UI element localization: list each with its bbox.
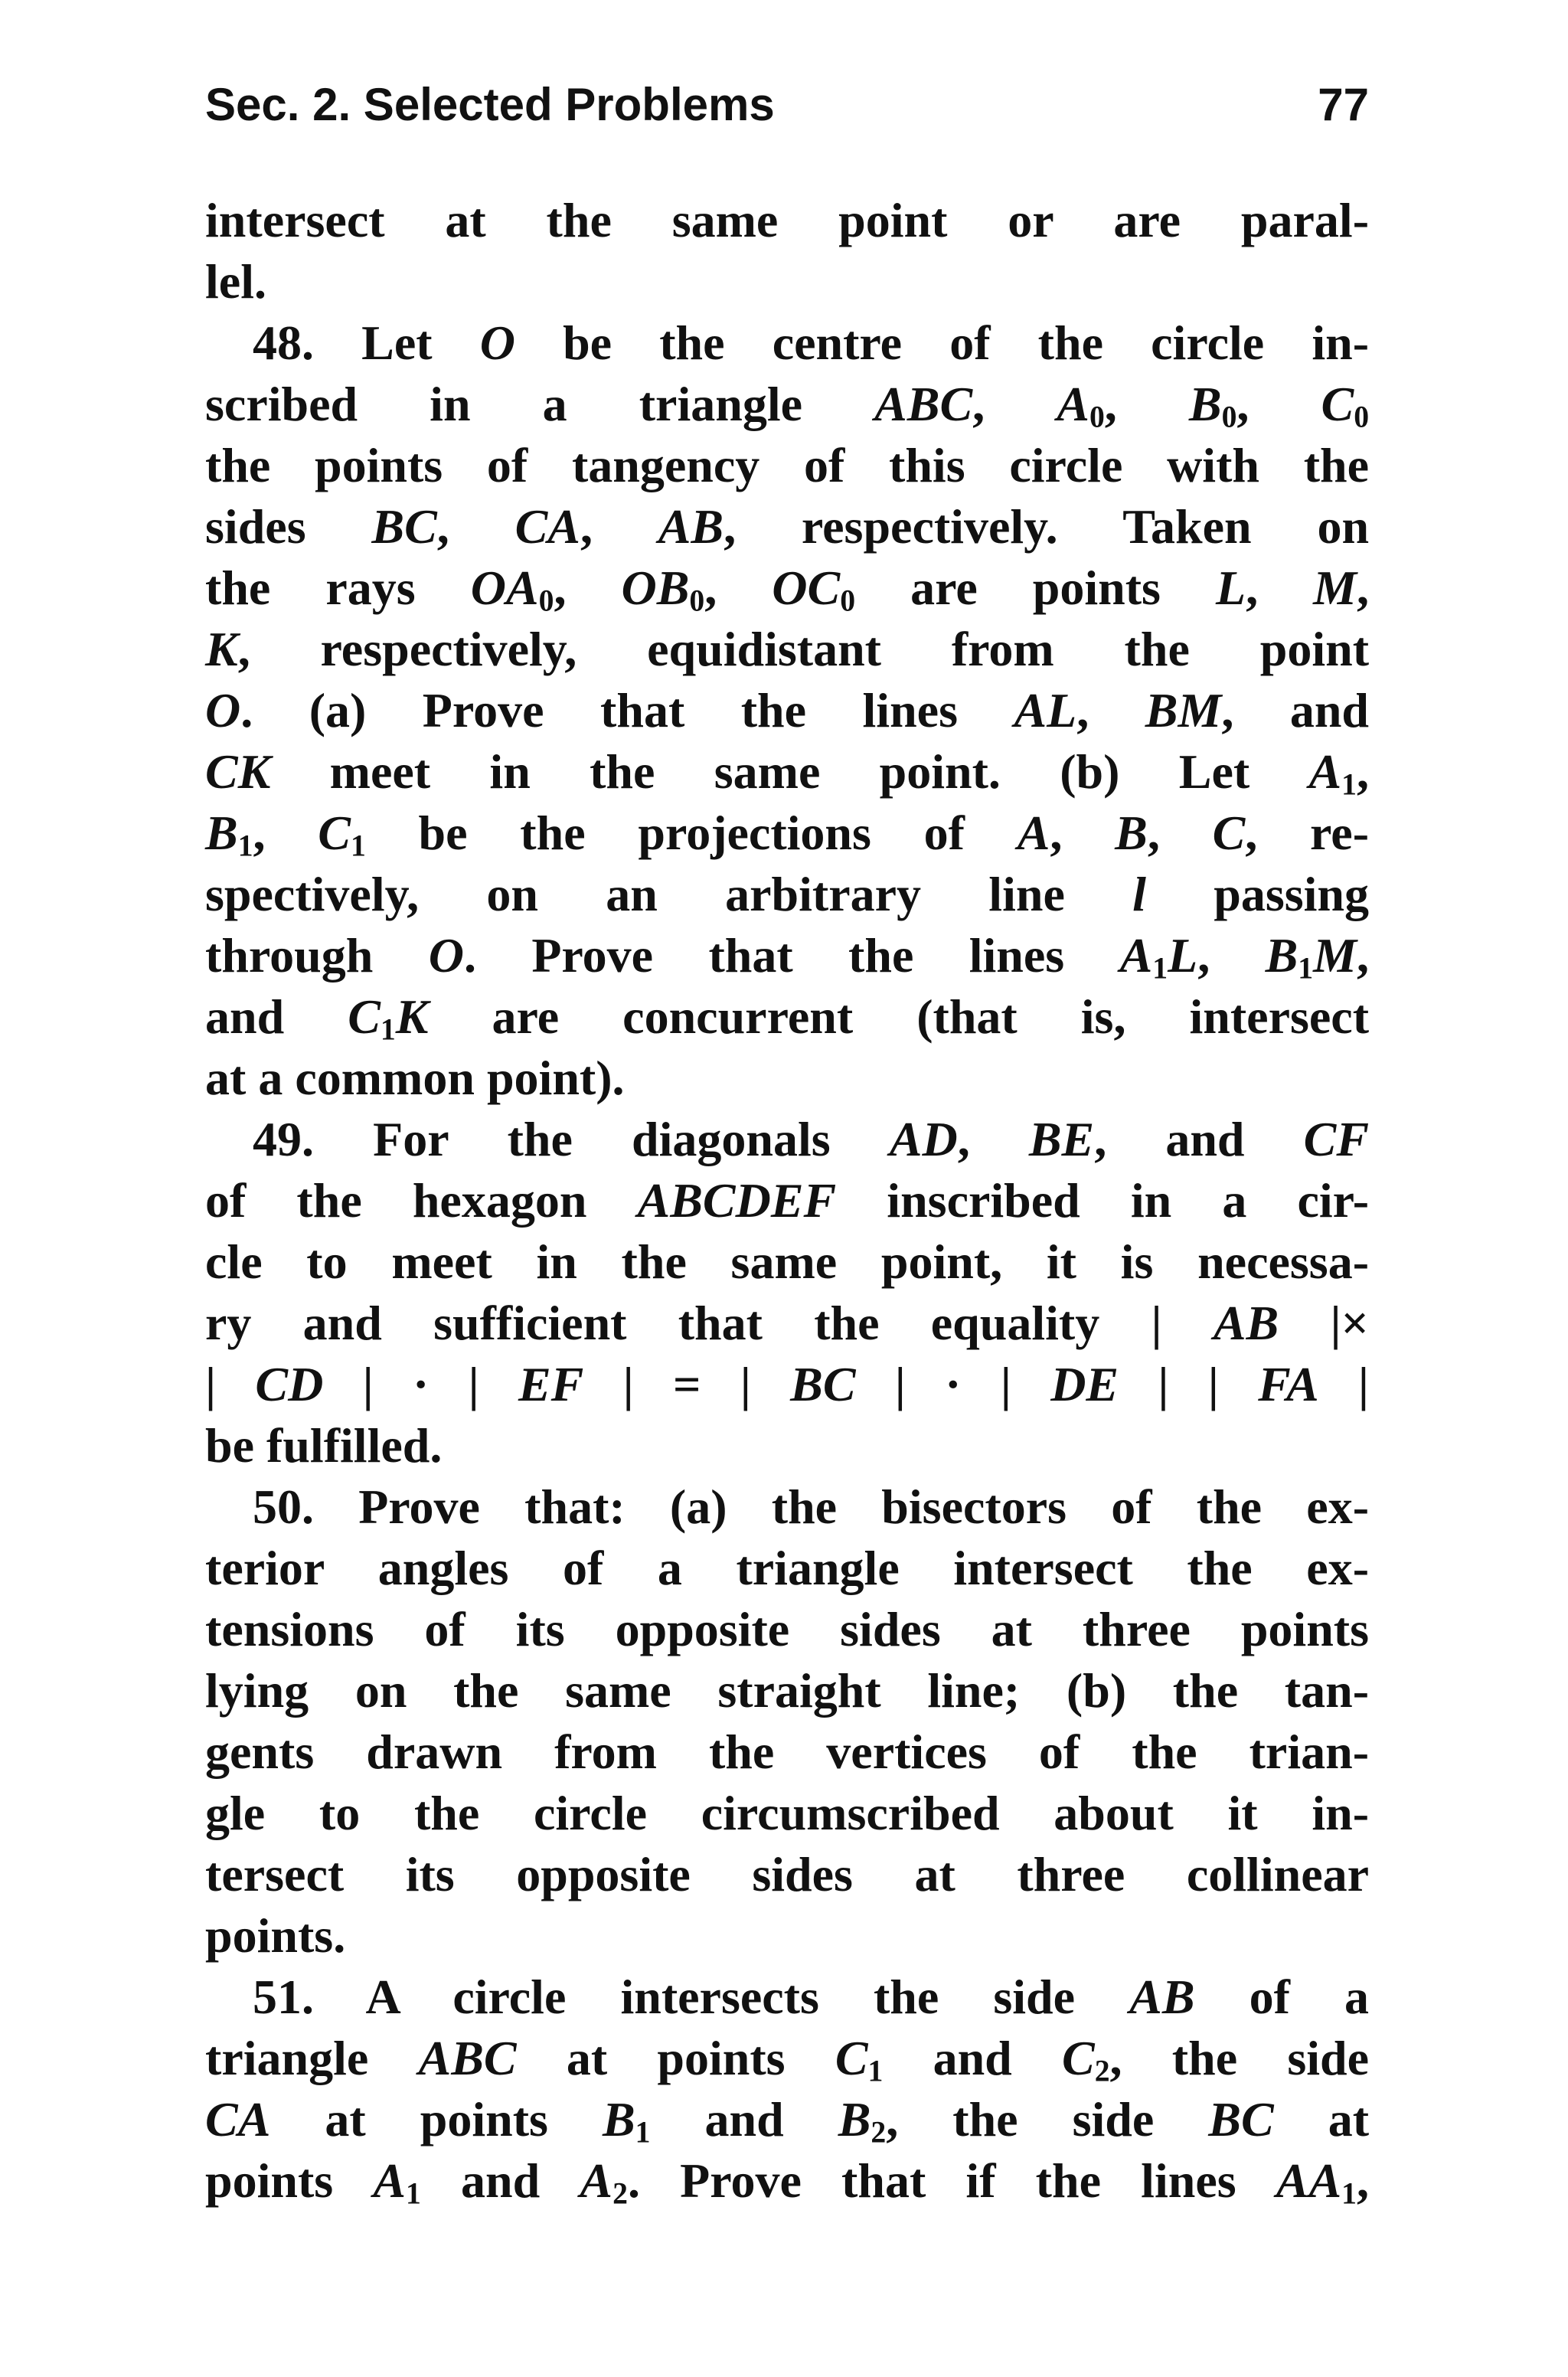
text-line: the points of tangency of this circle with the <box>205 438 1369 492</box>
text-line: lying on the same straight line; (b) the tan- <box>205 1663 1369 1718</box>
text-line: be fulfilled. <box>205 1418 443 1473</box>
body-text <box>205 190 1369 2212</box>
text-line: tensions of its opposite sides at three points <box>205 1602 1369 1656</box>
text-line: at a common point). <box>205 1051 625 1105</box>
text-line: points. <box>205 1908 346 1963</box>
text-line: $B_1$, $C_1$ be the projections of A, B, C, re- <box>205 806 1370 863</box>
text-line: 49. For the diagonals AD, BE, and CF <box>253 1112 1370 1166</box>
text-line: points $A_1$ and $A_2$. Prove that if the lines $AA_1$, <box>205 2153 1370 2211</box>
text-line: CA at points $B_1$ and $B_2$, the side BC at <box>205 2092 1370 2150</box>
text-line: | CD | · | EF | = | BC | · | DE | | FA | <box>205 1357 1370 1411</box>
text-line: intersect at the same point or are paral- <box>205 193 1369 247</box>
text-line: 50. Prove that: (a) the bisectors of the ex- <box>253 1479 1369 1534</box>
page-number: 77 <box>1318 79 1369 130</box>
text-line: sides BC, CA, AB, respectively. Taken on <box>205 499 1370 554</box>
text-line: through O. Prove that the lines $A_1L$, $B_1M$, <box>205 928 1369 986</box>
text-line: K, respectively, equidistant from the point <box>205 622 1369 676</box>
text-line: the rays $OA_0$, $OB_0$, $OC_0$ are points L, M, <box>205 561 1370 618</box>
text-line: 48. Let O be the centre of the circle in- <box>253 316 1370 370</box>
text-line: 51. A circle intersects the side AB of a <box>253 1970 1369 2024</box>
text-line: cle to meet in the same point, it is necessa- <box>205 1234 1369 1289</box>
text-line: of the hexagon ABCDEF inscribed in a cir- <box>205 1173 1370 1228</box>
text-line: scribed in a triangle ABC, $A_0$, $B_0$, $C_0$ <box>205 377 1370 434</box>
text-line: O. (a) Prove that the lines AL, BM, and <box>205 683 1370 737</box>
text-line: spectively, on an arbitrary line l passing <box>205 867 1370 921</box>
text-line: lel. <box>205 254 266 309</box>
text-line: ry and sufficient that the equality | AB |× <box>205 1296 1370 1350</box>
text-line: gents drawn from the vertices of the trian- <box>205 1725 1369 1779</box>
text-line: terior angles of a triangle intersect the ex- <box>205 1541 1369 1595</box>
text-line: and $C_1K$ are concurrent (that is, intersect <box>205 989 1370 1047</box>
text-line: CK meet in the same point. (b) Let $A_1$, <box>205 744 1369 802</box>
running-header <box>205 70 1369 139</box>
section-title: Sec. 2. Selected Problems <box>205 79 775 130</box>
text-line: tersect its opposite sides at three collinear <box>205 1847 1369 1901</box>
text-line: triangle ABC at points $C_1$ and $C_2$, the side <box>205 2031 1370 2088</box>
text-line: gle to the circle circumscribed about it in- <box>205 1786 1369 1840</box>
